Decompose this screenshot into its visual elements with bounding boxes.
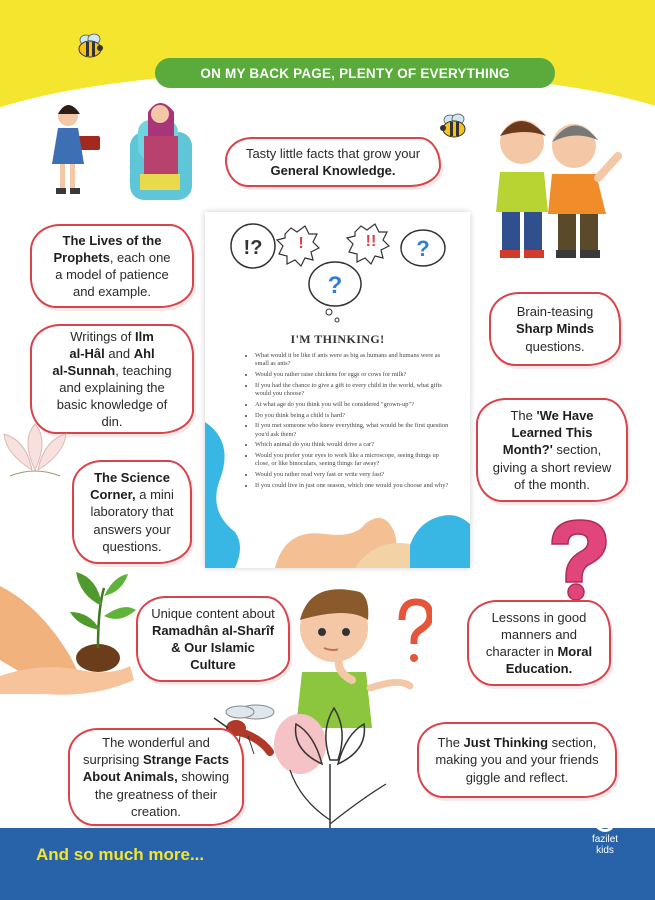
bubble-text: The xyxy=(510,408,537,424)
bubble-text-bold: Prophets xyxy=(53,249,110,265)
bee-icon xyxy=(74,32,106,60)
bubble-text: making you and your friends xyxy=(435,752,599,768)
list-item: • At what age do you think you will be considered "grown-up"? xyxy=(255,401,455,409)
list-item: • If you had the chance to give a gift to every child in the world, what gifts would you choose? xyxy=(255,382,455,399)
magazine-symbol: !? xyxy=(243,237,263,259)
bubble-text: questions. xyxy=(525,338,585,354)
bubble-text: a model of patience xyxy=(55,267,169,282)
bubble-text: Lessons in good xyxy=(491,609,587,625)
lotus-flower-illustration xyxy=(0,420,70,480)
logo-text-line2: kids xyxy=(596,844,614,856)
bubble-text-bold: al-Hâl xyxy=(69,345,105,361)
list-item: • If you met someone who knew everything, what would be the first question you'd ask them? xyxy=(255,422,455,439)
fazilet-kids-logo xyxy=(578,810,632,870)
list-item: • Do you think being a child is hard? xyxy=(255,412,455,420)
bubble-text-bold: Strange Facts xyxy=(142,752,229,768)
magazine-symbol: !! xyxy=(365,233,377,250)
bubble-text-bold: Month?' xyxy=(502,442,553,458)
bubble-text: showing xyxy=(177,769,230,785)
bubble-ilm-al-hal xyxy=(30,324,194,434)
bubble-text: Tasty little facts that grow your xyxy=(245,145,421,161)
magazine-title: I'M THINKING! xyxy=(290,332,385,346)
bubble-general-knowledge xyxy=(225,137,441,187)
bubble-text-bold: Corner, xyxy=(90,487,136,503)
bubble-text: the greatness of their xyxy=(94,786,218,802)
bubble-text: of the month. xyxy=(514,476,590,492)
bee-icon xyxy=(438,112,470,140)
bubble-text: and example. xyxy=(72,284,152,300)
magazine-page-preview xyxy=(205,212,470,568)
magazine-symbol: ? xyxy=(327,272,343,299)
page-banner: ON MY BACK PAGE, PLENTY OF EVERYTHING xyxy=(155,58,555,88)
bubble-text: laboratory that xyxy=(90,504,174,520)
thought-bubbles-illustration xyxy=(205,212,470,332)
bubble-text: The wonderful and xyxy=(102,735,210,751)
bubble-text: The xyxy=(437,735,464,751)
bubble-just-thinking xyxy=(417,722,617,798)
bubble-ramadhan xyxy=(136,596,290,682)
logo-text-line1: fazilet xyxy=(591,834,619,845)
bubble-text: questions. xyxy=(102,538,162,554)
magazine-question-list xyxy=(255,352,455,493)
bubble-text-bold: Moral xyxy=(557,644,593,659)
bubble-text: , each one xyxy=(109,249,171,265)
bubble-learned-this-month xyxy=(476,398,628,502)
bubble-text: , teaching xyxy=(115,362,172,378)
bubble-text: a mini xyxy=(135,487,174,503)
bubble-text: and xyxy=(104,345,134,361)
bubble-strange-facts-animals xyxy=(68,728,244,826)
bubble-text-bold: About Animals, xyxy=(82,769,178,785)
bubble-text-bold: The Science xyxy=(94,470,170,486)
list-item: • Which animal do you think would drive a car? xyxy=(255,441,455,449)
bubble-text-bold: al-Sunnah xyxy=(52,362,116,378)
list-item: • Would you prefer your eyes to work like a microscope, seeing things up close, or like binoculars, seeing things far away? xyxy=(255,452,455,469)
bubble-text-bold: Ahl xyxy=(133,345,155,361)
bubble-text: and explaining the xyxy=(59,380,165,395)
list-item: • If you could live in just one season, which one would you choose and why? xyxy=(255,482,455,490)
bubble-text: basic knowledge of xyxy=(56,397,168,413)
bubble-text: answers your xyxy=(93,521,171,537)
bubble-text-bold: Ilm xyxy=(134,328,154,344)
hands-with-plant-illustration xyxy=(0,566,140,706)
bubble-text: section, xyxy=(548,735,597,751)
bubble-text-bold: Education. xyxy=(505,661,573,677)
question-mark-icon xyxy=(542,516,612,602)
bubble-prophets xyxy=(30,224,194,308)
tulip-illustration xyxy=(270,700,400,830)
list-item: • Would you rather read very fast or write very fast? xyxy=(255,471,455,479)
bubble-text-bold: Learned This xyxy=(511,425,593,441)
decorative-waves-bottom xyxy=(205,508,470,568)
bubble-sharp-minds xyxy=(489,292,621,366)
two-boys-illustration xyxy=(488,112,628,262)
bubble-text-bold: Ramadhân al-Sharîf xyxy=(151,622,275,638)
bubble-text: manners and xyxy=(501,626,577,642)
bubble-text: Writings of xyxy=(70,328,135,344)
bubble-text: din. xyxy=(101,414,123,430)
magazine-symbol: ! xyxy=(298,235,304,252)
bubble-text-bold: Sharp Minds xyxy=(515,321,594,337)
bubble-text-bold: 'We Have xyxy=(536,408,594,424)
bubble-science-corner xyxy=(72,460,192,564)
bubble-text-bold: & Our Islamic xyxy=(171,640,255,655)
bubble-text-bold: The Lives of the xyxy=(62,232,162,248)
bubble-text-bold: Culture xyxy=(190,657,236,673)
bubble-text: creation. xyxy=(131,803,181,819)
bubble-text: section, xyxy=(552,442,602,458)
girl-and-grandmother-illustration xyxy=(48,92,198,204)
bubble-text-bold: General Knowledge. xyxy=(270,163,396,178)
bubble-text: Unique content about xyxy=(151,605,275,621)
and-so-much-more-text: And so much more... xyxy=(36,845,205,864)
bubble-text: giggle and reflect. xyxy=(465,769,569,785)
bubble-text: surprising xyxy=(83,752,143,768)
bubble-text: Brain-teasing xyxy=(516,304,594,320)
list-item: • Would you rather raise chickens for eggs or cows for milk? xyxy=(255,371,455,379)
bubble-text: giving a short review xyxy=(492,459,612,475)
list-item: • What would it be like if ants were as big as humans and humans were as small as ants? xyxy=(255,352,455,369)
logo-icon xyxy=(594,810,616,832)
bubble-text-bold: Just Thinking xyxy=(463,735,549,751)
bubble-text: character in xyxy=(485,644,558,659)
magazine-symbol: ? xyxy=(416,236,430,261)
bubble-moral-education xyxy=(467,600,611,686)
